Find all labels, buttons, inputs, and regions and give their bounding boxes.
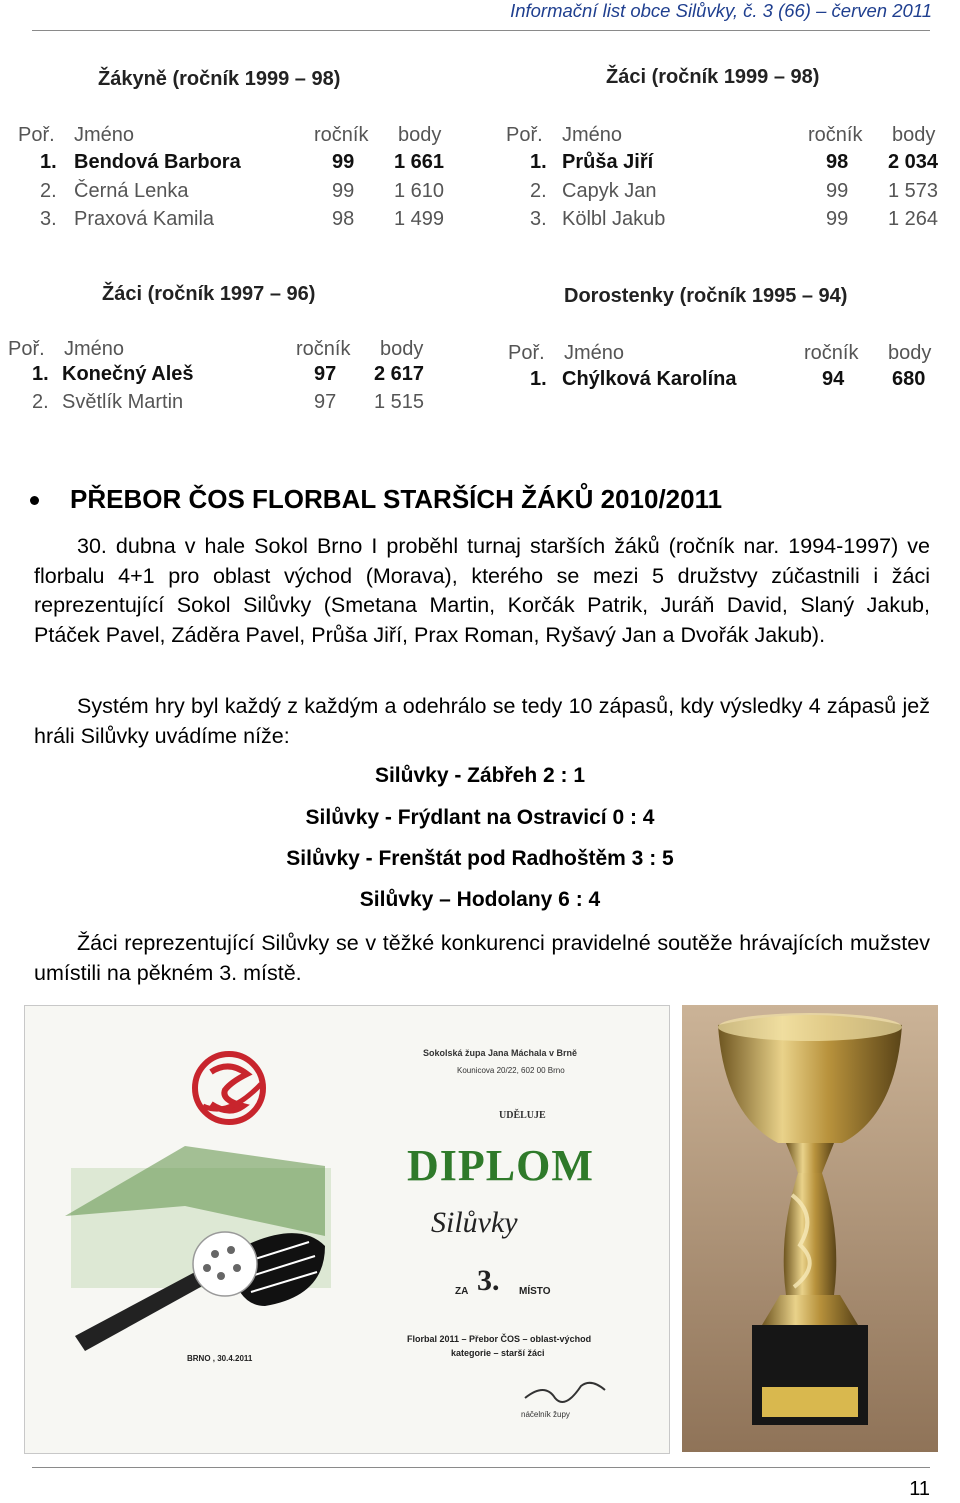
col-name: Jméno xyxy=(64,338,125,360)
result-year: 99 xyxy=(332,151,355,173)
section-heading-text: PŘEBOR ČOS FLORBAL STARŠÍCH ŽÁKŮ 2010/2011 xyxy=(70,484,723,514)
result-points: 1 515 xyxy=(374,391,425,413)
result-points: 1 499 xyxy=(394,208,445,230)
diploma-photo xyxy=(24,1005,670,1454)
col-year: ročník xyxy=(296,338,351,360)
col-points: body xyxy=(380,338,424,360)
result-name: Capyk Jan xyxy=(562,180,657,202)
result-name: Světlík Martin xyxy=(62,391,184,413)
diploma-signature-caption: náčelník župy xyxy=(521,1410,570,1419)
result-points: 1 661 xyxy=(394,151,445,173)
result-pos: 1. xyxy=(32,363,49,385)
result-name: Praxová Kamila xyxy=(74,208,215,230)
col-year: ročník xyxy=(804,342,859,364)
diploma-title: DIPLOM xyxy=(407,1141,594,1190)
diploma-org: Sokolská župa Jana Máchala v Brně xyxy=(423,1048,578,1058)
result-pos: 2. xyxy=(32,391,49,413)
diploma-address: Kounicova 20/22, 602 00 Brno xyxy=(457,1066,565,1075)
col-name: Jméno xyxy=(74,124,135,146)
results-title: Žáci (ročník 1997 – 96) xyxy=(102,283,316,305)
result-points: 1 264 xyxy=(888,208,939,230)
col-points: body xyxy=(398,124,442,146)
diploma-za: ZA xyxy=(455,1286,469,1297)
result-points: 680 xyxy=(892,368,926,390)
col-name: Jméno xyxy=(564,342,625,364)
result-pos: 1. xyxy=(40,151,57,173)
result-pos: 2. xyxy=(40,180,57,202)
paragraph-placement: Žáci reprezentující Silůvky se v těžké konkurenci pravidelné soutěže hrávajících mužstev umístili na pěkném 3. místě. xyxy=(34,931,930,985)
result-pos: 2. xyxy=(530,180,547,202)
col-points: body xyxy=(888,342,932,364)
match-result: Silůvky – Hodolany 6 : 4 xyxy=(359,888,601,911)
col-name: Jméno xyxy=(562,124,623,146)
match-result: Silůvky - Zábřeh 2 : 1 xyxy=(374,764,586,787)
result-pos: 3. xyxy=(530,208,547,230)
result-year: 99 xyxy=(826,180,849,202)
trophy-photo xyxy=(682,1005,938,1452)
paragraph-system: Systém hry byl každý z každým a odehrálo se tedy 10 zápasů, kdy výsledky 4 zápasů jež hráli Silůvky uvádíme níže: xyxy=(34,694,930,748)
col-pos: Poř. xyxy=(8,338,45,360)
diploma-category: kategorie – starší žáci xyxy=(451,1348,545,1358)
col-pos: Poř. xyxy=(508,342,545,364)
result-name: Černá Lenka xyxy=(74,180,189,202)
result-year: 98 xyxy=(826,151,849,173)
result-points: 2 034 xyxy=(888,151,939,173)
col-year: ročník xyxy=(808,124,863,146)
result-year: 94 xyxy=(822,368,845,390)
result-year: 98 xyxy=(332,208,355,230)
result-name: Konečný Aleš xyxy=(62,363,194,385)
diploma-place: 3. xyxy=(477,1264,500,1297)
header-rule xyxy=(32,30,930,31)
diploma-misto: MÍSTO xyxy=(519,1286,551,1297)
results-title: Dorostenky (ročník 1995 – 94) xyxy=(564,285,848,307)
result-points: 1 610 xyxy=(394,180,445,202)
results-title: Žákyně (ročník 1999 – 98) xyxy=(98,68,341,90)
result-year: 97 xyxy=(314,363,337,385)
result-name: Kölbl Jakub xyxy=(562,208,666,230)
match-result: Silůvky - Frýdlant na Ostravicí 0 : 4 xyxy=(305,806,655,829)
result-pos: 1. xyxy=(530,151,547,173)
result-name: Průša Jiří xyxy=(562,151,654,173)
paragraph-tournament: 30. dubna v hale Sokol Brno I proběhl turnaj starších žáků (ročník nar. 1994-1997) ve florbalu 4+1 pro oblast východ (Morava), kterého se mezi 5 družstvy zúčastnili i žáci reprezentující Sokol Silůvky (Smetana Martin, Korčák Patrik, Juráň David, Slaný Jakub, Ptáček Pavel, Záděra Pavel, Průša Jiří, Prax Roman, Ryšavý Jan a Dvořák Jakub). xyxy=(34,534,930,647)
page-number: 11 xyxy=(909,1478,930,1500)
result-name: Bendová Barbora xyxy=(74,151,241,173)
result-points: 2 617 xyxy=(374,363,425,385)
result-year: 99 xyxy=(826,208,849,230)
result-pos: 3. xyxy=(40,208,57,230)
result-points: 1 573 xyxy=(888,180,939,202)
diploma-recipient: Silůvky xyxy=(431,1206,518,1239)
col-year: ročník xyxy=(314,124,369,146)
result-name: Chýlková Karolína xyxy=(562,368,737,390)
running-header: Informační list obce Silůvky, č. 3 (66) – červen 2011 xyxy=(510,0,932,21)
results-title: Žáci (ročník 1999 – 98) xyxy=(606,66,820,88)
diploma-date: BRNO , 30.4.2011 xyxy=(187,1354,253,1363)
col-points: body xyxy=(892,124,936,146)
diploma-event: Florbal 2011 – Přebor ČOS – oblast-východ xyxy=(407,1334,592,1344)
col-pos: Poř. xyxy=(18,124,55,146)
result-pos: 1. xyxy=(530,368,547,390)
match-result: Silůvky - Frenštát pod Radhoštěm 3 : 5 xyxy=(286,847,674,870)
trophy-cup-icon xyxy=(682,1005,938,1452)
result-year: 99 xyxy=(332,180,355,202)
bullet-icon xyxy=(30,496,39,505)
diploma-udeluje: UDĚLUJE xyxy=(499,1110,546,1121)
footer-rule xyxy=(32,1467,930,1468)
result-year: 97 xyxy=(314,391,337,413)
col-pos: Poř. xyxy=(506,124,543,146)
